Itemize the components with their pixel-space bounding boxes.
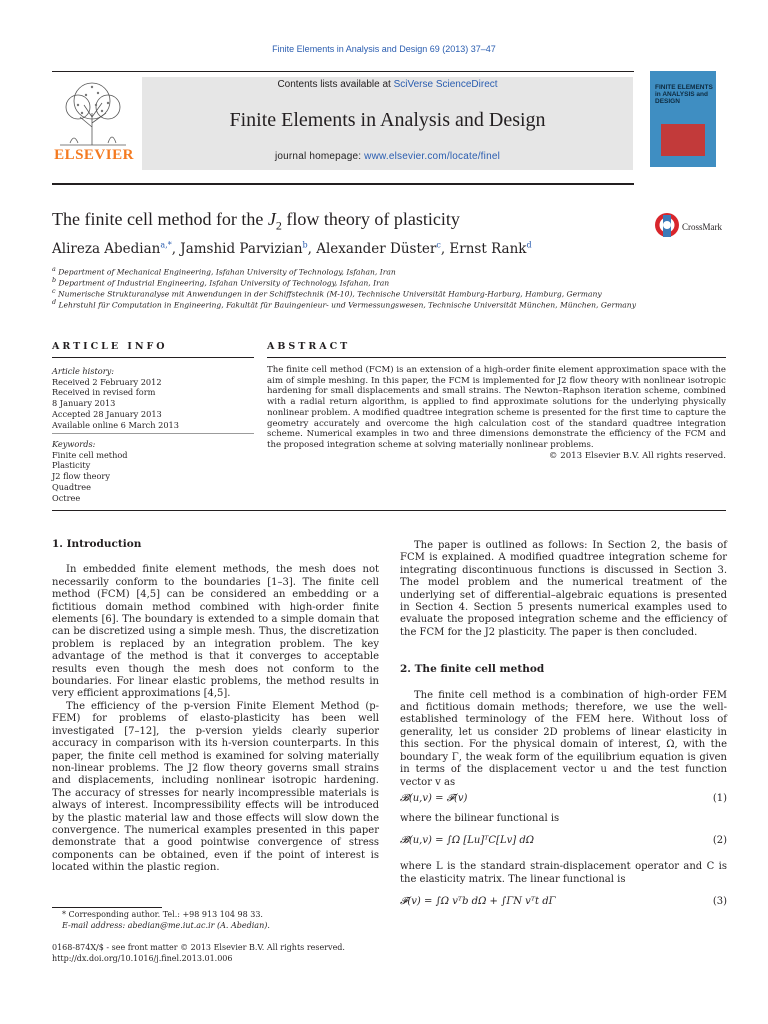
equation-1-body: 𝓑(u,v) = 𝓕(v)	[400, 792, 468, 804]
equation-2	[400, 835, 727, 851]
affiliation-mark: b	[52, 277, 57, 284]
author-name: Alexander Düster	[316, 240, 437, 257]
intro-paragraph-2: The efficiency of the p-version Finite Element Method (p-FEM) for problems of elasto-plasticity has been well investigated [7–12], the p-version yields clearly superior accuracy in comparison with its h-version counterparts. In this paper, the finite cell method is examined for solving materially non-linear problems. The J2 flow theory governs small strains and displacements, including nonlinear isotropic hardening. The accuracy of stresses for nearly incompressible materials is always of interest. Incompressibility effects will be introduced by the plastic material law and those effects will slow down the convergence. The numerical examples presented in this paper demonstrate that a good pointwise convergence of stress components can be obtained, even if the point of interest is located within the plastic region.	[52, 700, 379, 874]
section-1-heading: 1. Introduction	[52, 538, 142, 550]
doi-link[interactable]: http://dx.doi.org/10.1016/j.finel.2013.01.006	[52, 953, 233, 963]
contents-prefix: Contents lists available at	[277, 79, 394, 90]
homepage-prefix: journal homepage:	[274, 151, 365, 162]
article-history	[52, 366, 252, 430]
contents-line	[142, 79, 633, 90]
keywords-rule	[52, 433, 254, 434]
author-affil-mark[interactable]: d	[526, 240, 532, 249]
intro-paragraph-1: In embedded finite element methods, the mesh does not necessarily conform to the boundaries [1–3]. The finite cell method (FCM) [4,5] can be considered an embedding or a fictitious domain method combined with high-order finite elements [6]. The boundary is extended to a simple domain that can be discretized using a simple mesh. Thus, the discretization problem is replaced by an integration problem. The key advantage of the method is that it converges to acceptable results even though the mesh does not conform to the boundaries. For linear elastic problems, the method results in very efficient approximations [4,5].	[52, 564, 379, 700]
abstract-text: The finite cell method (FCM) is an extension of a high-order finite element approximation space with the aim of simple meshing. In this paper, the FCM is implemented for J2 flow theory with nonlinear isotropic hardening for small displacements and small strains. The Newton–Raphson iteration scheme, combined with a radial return algorithm, is applied to find approximate solutions for the underlying physically nonlinear problem. A modified quadtree integration scheme is presented for the first time to capture the geometry accurately and overcome the high calculation cost of the standard quadtree integration scheme. Numerical examples in two and three dimensions demonstrate the efficiency of the FCM and the proposed integration scheme at solving materially nonlinear problems.	[267, 365, 726, 450]
cover-title: FINITE ELEMENTS in ANALYSIS and DESIGN	[655, 84, 713, 105]
title-j: J	[267, 209, 276, 229]
section-rule	[52, 510, 726, 511]
affiliation-text: Department of Mechanical Engineering, Isfahan University of Technology, Isfahan, Iran	[58, 267, 396, 277]
issn-line: 0168-874X/$ - see front matter © 2013 Elsevier B.V. All rights reserved.	[52, 943, 345, 952]
bilinear-text: where the bilinear functional is	[400, 812, 560, 824]
linear-text: where L is the standard strain-displacement operator and C is the elasticity matrix. The linear functional is	[400, 861, 727, 885]
author-name: Alireza Abedian	[52, 240, 161, 257]
affiliation	[52, 266, 396, 277]
author-sep: ,	[307, 240, 317, 257]
equation-3	[400, 896, 727, 912]
article-info-heading: ARTICLE INFO	[52, 341, 168, 352]
crossmark-label[interactable]: CrossMark	[682, 222, 722, 232]
homepage-line	[142, 151, 633, 162]
title-j-subscript: 2	[275, 218, 282, 233]
keyword: J2 flow theory	[52, 471, 110, 482]
affiliation-text: Department of Industrial Engineering, Isfahan University of Technology, Isfahan, Iran	[58, 278, 390, 288]
crossmark-icon[interactable]	[654, 211, 680, 245]
keyword: Octree	[52, 492, 81, 503]
equation-3-number: (3)	[712, 896, 727, 908]
footnote-rule	[52, 907, 162, 908]
history-item: 8 January 2013	[52, 398, 116, 409]
author-sep: ,	[171, 240, 181, 257]
keywords	[52, 439, 252, 503]
abstract-rule	[267, 357, 726, 358]
affiliation-mark: c	[52, 288, 56, 295]
header-rule-bottom	[52, 183, 634, 185]
title-part-1: The finite cell method for the	[52, 209, 268, 229]
fcm-paragraph: The finite cell method is a combination of high-order FEM and fictitious domain methods; therefore, we use the well-established terminology of the FEM here. Without loss of generality, let us consider 2D problems of linear elasticity in this section. For the physical domain of interest, Ω, with the boundary Γ, the weak form of the equilibrium equation is given in terms of the displacement vector u and the test function vector v as	[400, 689, 727, 788]
author[interactable]	[316, 241, 449, 257]
sciencedirect-link[interactable]: SciVerse ScienceDirect	[393, 79, 498, 90]
equation-2-body: 𝓑(u,v) = ∫Ω [Lu]ᵀC[Lv] dΩ	[400, 835, 535, 847]
keywords-label: Keywords:	[52, 439, 96, 449]
equation-1	[400, 793, 727, 809]
author[interactable]	[449, 241, 531, 257]
affiliation-mark: a	[52, 266, 56, 273]
header-rule-top	[52, 71, 634, 72]
keyword: Quadtree	[52, 481, 92, 492]
corresponding-author: * Corresponding author. Tel.: +98 913 104 98 33.	[62, 910, 263, 919]
left-column	[52, 538, 379, 875]
publisher-name: ELSEVIER	[54, 147, 134, 163]
email[interactable]: E-mail address: abedian@me.iut.ac.ir (A. Abedian).	[62, 920, 270, 930]
paper-title	[52, 209, 460, 234]
author-sep: ,	[440, 240, 450, 257]
right-column	[400, 540, 727, 912]
abstract-body	[267, 365, 726, 461]
author-affil-mark[interactable]: b	[302, 240, 308, 249]
footnote	[52, 910, 382, 931]
history-item: Available online 6 March 2013	[52, 419, 179, 430]
affiliation	[52, 288, 602, 299]
issn-block	[52, 943, 382, 964]
history-label: Article history:	[52, 366, 114, 376]
author[interactable]	[52, 241, 180, 257]
author-list	[52, 240, 532, 257]
affiliation-mark: d	[52, 299, 57, 306]
history-item: Received 2 February 2012	[52, 376, 162, 387]
outline-paragraph: The paper is outlined as follows: In Section 2, the basis of FCM is explained. A modified quadtree integration scheme for integrating discontinuous functions is discussed in Section 3. The model problem and the numerical treatment of the underlying set of differential–algebraic equations is presented in Section 4. Section 5 presents numerical examples used to evaluate the proposed integration scheme and the efficiency of the FCM for the J2 plasticity. The paper is then concluded.	[400, 540, 727, 638]
author-name: Jamshid Parvizian	[180, 240, 303, 257]
author-affil-mark[interactable]: a,*	[160, 240, 172, 249]
copyright: © 2013 Elsevier B.V. All rights reserved.	[548, 450, 726, 461]
history-item: Accepted 28 January 2013	[52, 408, 162, 419]
title-part-2: flow theory of plasticity	[281, 209, 460, 229]
equation-1-number: (1)	[712, 792, 727, 804]
article-info-rule	[52, 357, 254, 358]
journal-reference[interactable]: Finite Elements in Analysis and Design 69 (2013) 37–47	[272, 44, 496, 54]
equation-2-number: (2)	[712, 835, 727, 847]
affiliation	[52, 277, 389, 288]
abstract-heading: ABSTRACT	[267, 341, 351, 352]
author[interactable]	[180, 241, 316, 257]
history-item: Received in revised form	[52, 387, 156, 398]
keyword: Plasticity	[52, 460, 91, 471]
homepage-link[interactable]: www.elsevier.com/locate/finel	[364, 151, 501, 162]
section-2-heading: 2. The finite cell method	[400, 663, 545, 676]
affiliation-text: Numerische Strukturanalyse mit Anwendungen in der Schiffstechnik (M-10), Technische Universität Hamburg-Harburg, Hamburg, Germany	[57, 289, 602, 299]
keyword: Finite cell method	[52, 449, 128, 460]
affiliation-text: Lehrstuhl für Computation in Engineering, Fakultät für Bauingenieur- und Vermessungswesen, Technische Universität München, München, Germany	[58, 300, 636, 310]
author-name: Ernst Rank	[449, 240, 527, 257]
equation-3-body: 𝓕(v) = ∫Ω vᵀb dΩ + ∫ΓN vᵀt dΓ	[400, 896, 556, 908]
affiliation	[52, 299, 636, 310]
journal-title: Finite Elements in Analysis and Design	[229, 109, 546, 131]
cover-art	[661, 124, 705, 156]
author-affil-mark[interactable]: c	[436, 240, 441, 249]
